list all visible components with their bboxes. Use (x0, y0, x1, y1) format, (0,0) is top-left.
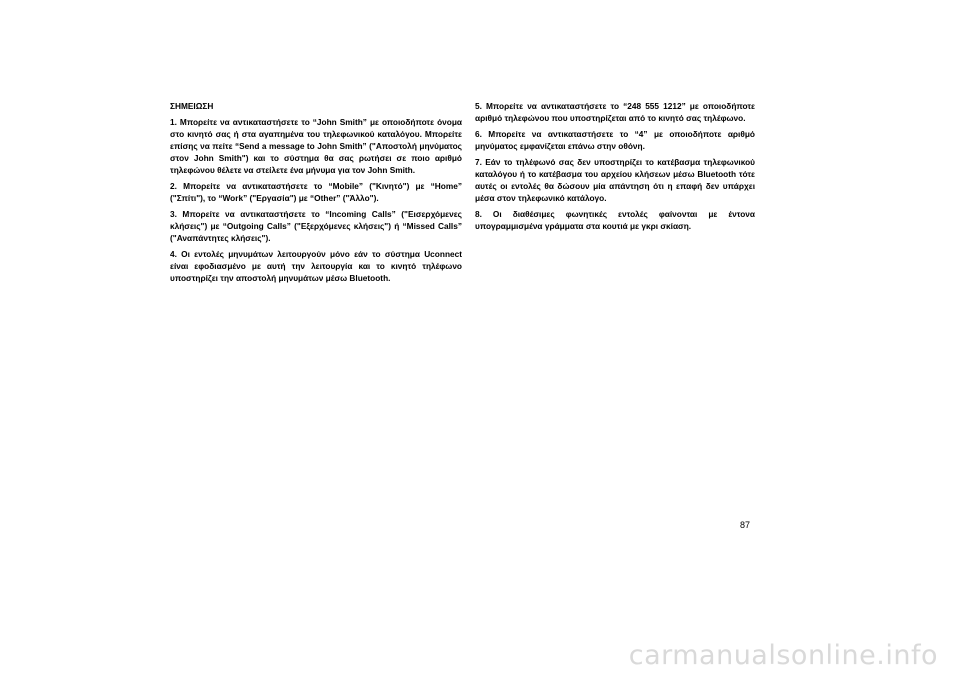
note-item-1: 1. Μπορείτε να αντικαταστήσετε το “John Smith” με οποιοδήποτε όνομα στο κινητό σας ή στα αγαπημένα του τηλεφωνικού καταλόγου. Μπορείτε επίσης να πείτε “Send a message to John Smith” ("Αποστολή μηνύματος στον John Smith") και το σύστημα θα σας ρωτήσει σε ποιο αριθμό τηλεφώνου θέλετε να στείλετε ένα μήνυμα για τον John Smith. (170, 116, 462, 176)
right-column (475, 100, 755, 236)
watermark: carmanualsonline.info (628, 640, 938, 671)
note-item-2: 2. Μπορείτε να αντικαταστήσετε το “Mobile” ("Κινητό") με “Home” ("Σπίτι"), το “Work” ("Εργασία") με “Other” ("Άλλο"). (170, 181, 462, 204)
page-number: 87 (740, 520, 751, 530)
note-item-3: 3. Μπορείτε να αντικαταστήσετε το “Incoming Calls” ("Εισερχόμενες κλήσεις") με “Outgoing Calls” ("Εξερχόμενες κλήσεις") ή “Missed Calls” ("Αναπάντητες κλήσεις"). (170, 209, 462, 244)
left-column (170, 100, 462, 288)
note-item-6: 6. Μπορείτε να αντικαταστήσετε το “4” με οποιοδήποτε αριθμό μηνύματος εμφανίζεται επάνω στην οθόνη. (475, 128, 755, 152)
note-item-7: 7. Εάν το τηλέφωνό σας δεν υποστηρίζει το κατέβασμα τηλεφωνικού καταλόγου ή το κατέβασμα του αρχείου κλήσεων μέσω Bluetooth τότε αυτές οι εντολές θα δώσουν μία απάντηση ότι η επαφή δεν υπάρχει μέσα στον τηλεφωνικό κατάλογο. (475, 156, 755, 204)
note-heading: ΣΗΜΕΙΩΣΗ (170, 101, 214, 111)
note-item-8: 8. Οι διαθέσιμες φωνητικές εντολές φαίνονται με έντονα υπογραμμισμένα γράμματα στα κουτιά με γκρι σκίαση. (475, 209, 755, 232)
note-item-5: 5. Μπορείτε να αντικαταστήσετε το “248 555 1212” με οποιοδήποτε αριθμό τηλεφώνου που υποστηρίζεται από το κινητό σας τηλέφωνο. (475, 101, 755, 124)
note-item-4: 4. Οι εντολές μηνυμάτων λειτουργούν μόνο εάν το σύστημα Uconnect είναι εφοδιασμένο με αυτή την λειτουργία και το κινητό τηλέφωνο υποστηρίζει την αποστολή μηνυμάτων μέσω Bluetooth. (170, 249, 462, 284)
